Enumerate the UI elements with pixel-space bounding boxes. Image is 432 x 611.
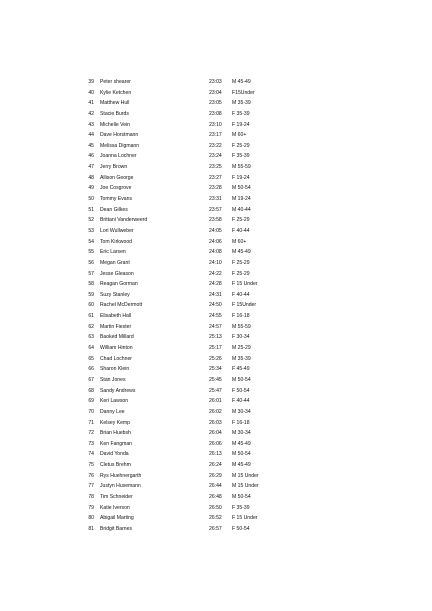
finish-time: 26:06 [209,440,222,447]
age-category: M 30-34 [232,408,251,415]
result-place: 71 [88,419,94,426]
age-category: F 40-44 [232,291,250,298]
result-row [0,205,432,216]
runner-name: Matthew Hull [100,100,130,107]
result-row [0,311,432,322]
result-row [0,513,432,524]
finish-time: 25:26 [209,355,222,362]
result-row [0,332,432,343]
result-place: 47 [88,164,94,171]
finish-time: 23:04 [209,89,222,96]
result-row [0,98,432,109]
finish-time: 26:13 [209,451,222,458]
finish-time: 25:17 [209,345,222,352]
runner-name: David Yonda [100,451,129,458]
result-row [0,151,432,162]
runner-name: William Hinton [100,345,133,352]
runner-name: Joe Cosgrove [100,185,132,192]
result-row [0,364,432,375]
finish-time: 24:08 [209,249,222,256]
result-row [0,279,432,290]
finish-time: 26:57 [209,525,222,532]
finish-time: 26:02 [209,408,222,415]
result-row [0,524,432,535]
result-place: 48 [88,174,94,181]
result-place: 81 [88,525,94,532]
age-category: M 45-49 [232,440,251,447]
runner-name: Brian Huebsh [100,430,131,437]
runner-name: Allison George [100,174,134,181]
runner-name: Dave Horstmann [100,132,139,139]
result-place: 73 [88,440,94,447]
finish-time: 23:17 [209,132,222,139]
age-category: M 15 Under [232,472,259,479]
result-row [0,194,432,205]
runner-name: Peter shearer [100,79,131,85]
finish-time: 26:52 [209,515,222,522]
finish-time: 24:50 [209,302,222,309]
result-place: 41 [88,100,94,107]
result-row [0,407,432,418]
result-place: 42 [88,110,94,117]
finish-time: 25:13 [209,334,222,341]
result-row [0,449,432,460]
result-place: 56 [88,259,94,266]
result-row [0,439,432,450]
result-place: 45 [88,142,94,149]
finish-time: 24:57 [209,323,222,330]
runner-name: Justyn Husemann [100,483,141,490]
result-place: 62 [88,323,94,330]
finish-time: 25:45 [209,376,222,383]
age-category: M 30-34 [232,430,251,437]
finish-time: 24:22 [209,270,222,277]
runner-name: Stacie Burds [100,110,129,117]
finish-time: 26:50 [209,504,222,511]
result-row [0,269,432,280]
result-place: 70 [88,408,94,415]
result-row [0,141,432,152]
result-place: 72 [88,430,94,437]
finish-time: 26:24 [209,462,222,469]
age-category: M 45-49 [232,462,251,469]
age-category: F 16-18 [232,419,250,426]
runner-name: Keri Lawson [100,398,129,405]
age-category: M 45-49 [232,79,251,85]
result-place: 69 [88,398,94,405]
result-row [0,183,432,194]
finish-time: 24:28 [209,281,222,288]
result-place: 52 [88,217,94,224]
result-place: 53 [88,227,94,234]
runner-name: Michelle Vein [100,121,131,128]
result-place: 57 [88,270,94,277]
result-row [0,77,432,88]
result-place: 40 [88,89,94,96]
result-row [0,428,432,439]
result-row [0,247,432,258]
age-category: M 50-54 [232,493,251,500]
result-row [0,418,432,429]
runner-name: Jerry Brown [100,164,128,171]
runner-name: Bridgit Barnes [100,525,132,532]
result-row [0,460,432,471]
age-category: F 35-39 [232,504,250,511]
finish-time: 24:10 [209,259,222,266]
result-row [0,375,432,386]
runner-name: Katie Iverson [100,504,130,511]
finish-time: 26:48 [209,493,222,500]
finish-time: 24:06 [209,238,222,245]
runner-name: Dean Gilkes [100,206,128,213]
age-category: M 55-59 [232,164,251,171]
finish-time: 26:01 [209,398,222,405]
age-category: F 40-44 [232,398,250,405]
runner-name: Suzy Stanley [100,291,130,298]
finish-time: 24:55 [209,313,222,320]
age-category: F 50-54 [232,525,250,532]
result-row [0,130,432,141]
result-row [0,503,432,514]
result-place: 59 [88,291,94,298]
runner-name: Abigail Marting [100,515,134,522]
results-list [0,77,432,535]
result-place: 77 [88,483,94,490]
result-place: 39 [88,79,94,85]
finish-time: 23:22 [209,142,222,149]
result-row [0,215,432,226]
finish-time: 26:04 [209,430,222,437]
age-category: F 15 Under [232,281,258,288]
result-place: 65 [88,355,94,362]
age-category: M 35-39 [232,355,251,362]
runner-name: Kylie Ketchen [100,89,132,96]
result-row [0,237,432,248]
finish-time: 23:25 [209,164,222,171]
result-row [0,88,432,99]
result-place: 46 [88,153,94,160]
result-row [0,120,432,131]
result-place: 55 [88,249,94,256]
age-category: F 15Under [232,302,257,309]
result-place: 66 [88,366,94,373]
runner-name: Lori Wullweber [100,227,134,234]
result-place: 63 [88,334,94,341]
result-row [0,396,432,407]
runner-name: Martin Fiester [100,323,132,330]
result-row [0,162,432,173]
age-category: F 35-39 [232,153,250,160]
result-place: 61 [88,313,94,320]
result-place: 44 [88,132,94,139]
age-category: M 55-59 [232,323,251,330]
runner-name: Elisabeth Hall [100,313,132,320]
finish-time: 26:03 [209,419,222,426]
age-category: F 45-49 [232,366,250,373]
result-row [0,109,432,120]
runner-name: Jesse Gleason [100,270,134,277]
runner-name: Ken Fangman [100,440,132,447]
result-row [0,354,432,365]
result-place: 75 [88,462,94,469]
finish-time: 23:28 [209,185,222,192]
runner-name: Tim Schneider [100,493,133,500]
age-category: M 35-39 [232,100,251,107]
result-row [0,173,432,184]
finish-time: 23:58 [209,217,222,224]
result-row [0,492,432,503]
result-row [0,290,432,301]
result-place: 43 [88,121,94,128]
runner-name: Kelsey Kemp [100,419,131,426]
runner-name: Stan Jones [100,376,126,383]
result-place: 64 [88,345,94,352]
finish-time: 24:05 [209,227,222,234]
runner-name: Danny Lee [100,408,125,415]
runner-name: Chad Lochner [100,355,133,362]
age-category: F 15 Under [232,515,258,522]
age-category: F 25-29 [232,270,250,277]
finish-time: 23:24 [209,153,222,160]
finish-time: 23:05 [209,100,222,107]
age-category: M 19-24 [232,196,251,203]
result-place: 51 [88,206,94,213]
finish-time: 23:57 [209,206,222,213]
runner-name: Tom Kirkwood [100,238,132,245]
runner-name: Joanna Lochner [100,153,137,160]
result-place: 49 [88,185,94,192]
runner-name: Cletus Brehm [100,462,131,469]
age-category: F 16-18 [232,313,250,320]
runner-name: Sharon Klein [100,366,130,373]
age-category: F 19-24 [232,174,250,181]
result-row [0,300,432,311]
age-category: F 50-54 [232,387,250,394]
runner-name: Rys Huehnergarth [100,472,142,479]
age-category: M 25-29 [232,345,251,352]
finish-time: 23:31 [209,196,222,203]
age-category: M 40-44 [232,206,251,213]
age-category: F 25-29 [232,259,250,266]
result-place: 60 [88,302,94,309]
result-place: 67 [88,376,94,383]
runner-name: Melissa Digmann [100,142,140,149]
runner-name: Sandy Andrews [100,387,136,394]
runner-name: Brittani Vanderweerd [100,217,148,224]
result-place: 74 [88,451,94,458]
result-row [0,386,432,397]
finish-time: 25:34 [209,366,222,373]
age-category: M 60+ [232,238,247,245]
age-category: M 45-49 [232,249,251,256]
finish-time: 23:10 [209,121,222,128]
result-row [0,258,432,269]
age-category: F15Under [232,89,255,96]
finish-time: 23:27 [209,174,222,181]
finish-time: 24:31 [209,291,222,298]
age-category: F 25-29 [232,142,250,149]
finish-time: 23:03 [209,79,222,85]
result-place: 80 [88,515,94,522]
result-place: 54 [88,238,94,245]
finish-time: 25:47 [209,387,222,394]
age-category: M 50-54 [232,451,251,458]
age-category: M 60+ [232,132,247,139]
age-category: F 40-44 [232,227,250,234]
result-place: 76 [88,472,94,479]
result-row [0,471,432,482]
finish-time: 26:29 [209,472,222,479]
age-category: M 15 Under [232,483,259,490]
finish-time: 26:44 [209,483,222,490]
result-place: 50 [88,196,94,203]
runner-name: Tommy Evans [100,196,132,203]
result-place: 79 [88,504,94,511]
result-row [0,343,432,354]
result-place: 58 [88,281,94,288]
runner-name: Baoked Millard [100,334,134,341]
age-category: F 35-39 [232,110,250,117]
runner-name: Reagan Gorman [100,281,138,288]
age-category: F 19-24 [232,121,250,128]
runner-name: Eric Larsen [100,249,126,256]
age-category: M 50-54 [232,185,251,192]
runner-name: Rachel McDermott [100,302,143,309]
age-category: M 50-54 [232,376,251,383]
result-row [0,226,432,237]
result-row [0,322,432,333]
result-place: 68 [88,387,94,394]
age-category: F 25-29 [232,217,250,224]
finish-time: 23:08 [209,110,222,117]
runner-name: Megan Grant [100,259,130,266]
result-place: 78 [88,493,94,500]
age-category: F 30-34 [232,334,250,341]
result-row [0,481,432,492]
